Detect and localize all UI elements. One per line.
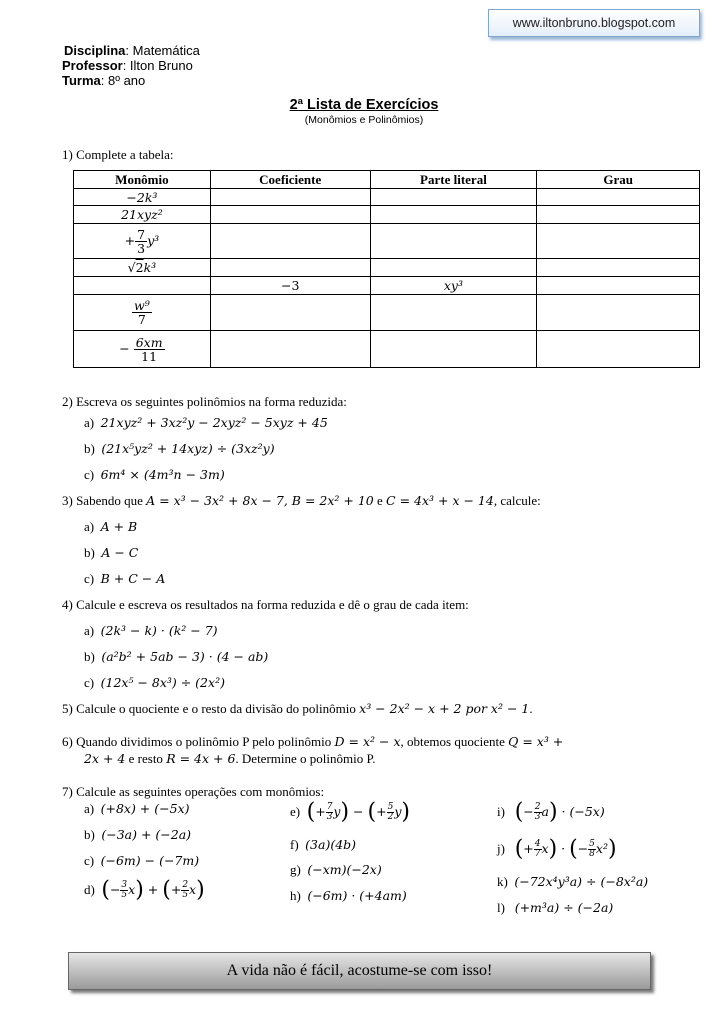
q7-item-b: b) (−3a) + (−2a) bbox=[84, 827, 192, 842]
cell-monomio: + $\frac{7}{3}$ y³ bbox=[74, 224, 211, 259]
header-grau: Grau bbox=[537, 171, 700, 189]
cell-monomio: √2k³ bbox=[74, 259, 211, 277]
q7-item-l: l) (+m³a) ÷ (−2a) bbox=[497, 900, 614, 915]
blog-url-box: www.iltonbruno.blogspot.com bbox=[488, 9, 700, 37]
question-6: 6) Quando dividimos o polinômio P pelo polinômio D = x² − x, obtemos quociente Q = x³ + bbox=[62, 734, 564, 749]
monomial-table bbox=[73, 170, 700, 368]
q7-item-j: j) (+ $\frac{4}{7}$ x) · (− $\frac{5}{8}$ x²) bbox=[497, 836, 617, 862]
question-5: 5) Calcule o quociente e o resto da divisão do polinômio x³ − 2x² − x + 2 por x² − 1. bbox=[62, 701, 533, 716]
cell-monomio: −2k³ bbox=[74, 189, 211, 206]
cell-monomio: − $\frac{6xm}{11}$ bbox=[74, 331, 211, 368]
q7-item-h: h) (−6m) · (+4am) bbox=[290, 888, 407, 903]
q7-item-c: c) (−6m) − (−7m) bbox=[84, 853, 200, 868]
cell-parte-literal: xy³ bbox=[370, 277, 537, 295]
teacher-line: Professor: Ilton Bruno bbox=[62, 58, 193, 73]
header-parte-literal: Parte literal bbox=[370, 171, 537, 189]
q3-item-b: b) A − C bbox=[84, 545, 139, 560]
question-2: 2) Escreva os seguintes polinômios na forma reduzida: bbox=[62, 394, 347, 409]
q4-item-b: b) (a²b² + 5ab − 3) · (4 − ab) bbox=[84, 649, 269, 664]
table-row bbox=[74, 189, 700, 206]
q3-item-c: c) B + C − A bbox=[84, 571, 166, 586]
q2-item-c: c) 6m⁴ × (4m³n − 3m) bbox=[84, 467, 225, 482]
q2-item-a: a) 21xyz² + 3xz²y − 2xyz² − 5xyz + 45 bbox=[84, 415, 328, 430]
table-row bbox=[74, 224, 700, 259]
q7-item-g: g) (−xm)(−2x) bbox=[290, 862, 382, 877]
cell-monomio: 21xyz² bbox=[74, 206, 211, 224]
q2-item-b: b) (21x⁵yz² + 14xyz) ÷ (3xz²y) bbox=[84, 441, 275, 456]
table-row bbox=[74, 277, 700, 295]
header-monomio: Monômio bbox=[74, 171, 211, 189]
page-title: 2ª Lista de Exercícios bbox=[289, 97, 439, 113]
question-7: 7) Calcule as seguintes operações com monômios: bbox=[62, 784, 325, 799]
class-line: Turma: 8º ano bbox=[62, 73, 146, 88]
question-1: 1) Complete a tabela: bbox=[62, 147, 174, 162]
q4-item-a: a) (2k³ − k) · (k² − 7) bbox=[84, 623, 218, 638]
q7-item-a: a) (+8x) + (−5x) bbox=[84, 801, 190, 816]
footer-banner: A vida não é fácil, acostume-se com isso! bbox=[68, 952, 651, 990]
q7-item-k: k) (−72x⁴y³a) ÷ (−8x²a) bbox=[497, 874, 649, 889]
table-header-row bbox=[74, 171, 700, 189]
table-row bbox=[74, 331, 700, 368]
page-subtitle: (Monômios e Polinômios) bbox=[304, 114, 424, 126]
q3-item-a: a) A + B bbox=[84, 519, 138, 534]
question-6-line2: 2x + 4 e resto R = 4x + 6. Determine o polinômio P. bbox=[84, 751, 376, 766]
question-3: 3) Sabendo que A = x³ − 3x² + 8x − 7, B = 2x² + 10 e C = 4x³ + x − 14, calcule: bbox=[62, 493, 541, 508]
header-coeficiente: Coeficiente bbox=[210, 171, 370, 189]
q4-item-c: c) (12x⁵ − 8x³) ÷ (2x²) bbox=[84, 675, 225, 690]
question-4: 4) Calcule e escreva os resultados na forma reduzida e dê o grau de cada item: bbox=[62, 597, 469, 612]
cell-coeficiente: −3 bbox=[210, 277, 370, 295]
cell-monomio: $\frac{\text{w⁹}}{7}$ bbox=[74, 295, 211, 331]
discipline-line: Disciplina: Matemática bbox=[64, 43, 200, 58]
q7-item-i: i) (− $\frac{2}{3}$ a) · (−5x) bbox=[497, 799, 605, 825]
table-row bbox=[74, 206, 700, 224]
table-row bbox=[74, 259, 700, 277]
q7-item-e: e) (+ $\frac{7}{3}$ y) − (+ $\frac{5}{2}$ y) bbox=[290, 799, 410, 825]
q7-item-d: d) (− $\frac{3}{5}$ x) + (+ $\frac{2}{5}$ x) bbox=[84, 877, 205, 903]
table-row bbox=[74, 295, 700, 331]
q7-item-f: f) (3a)(4b) bbox=[290, 837, 357, 852]
